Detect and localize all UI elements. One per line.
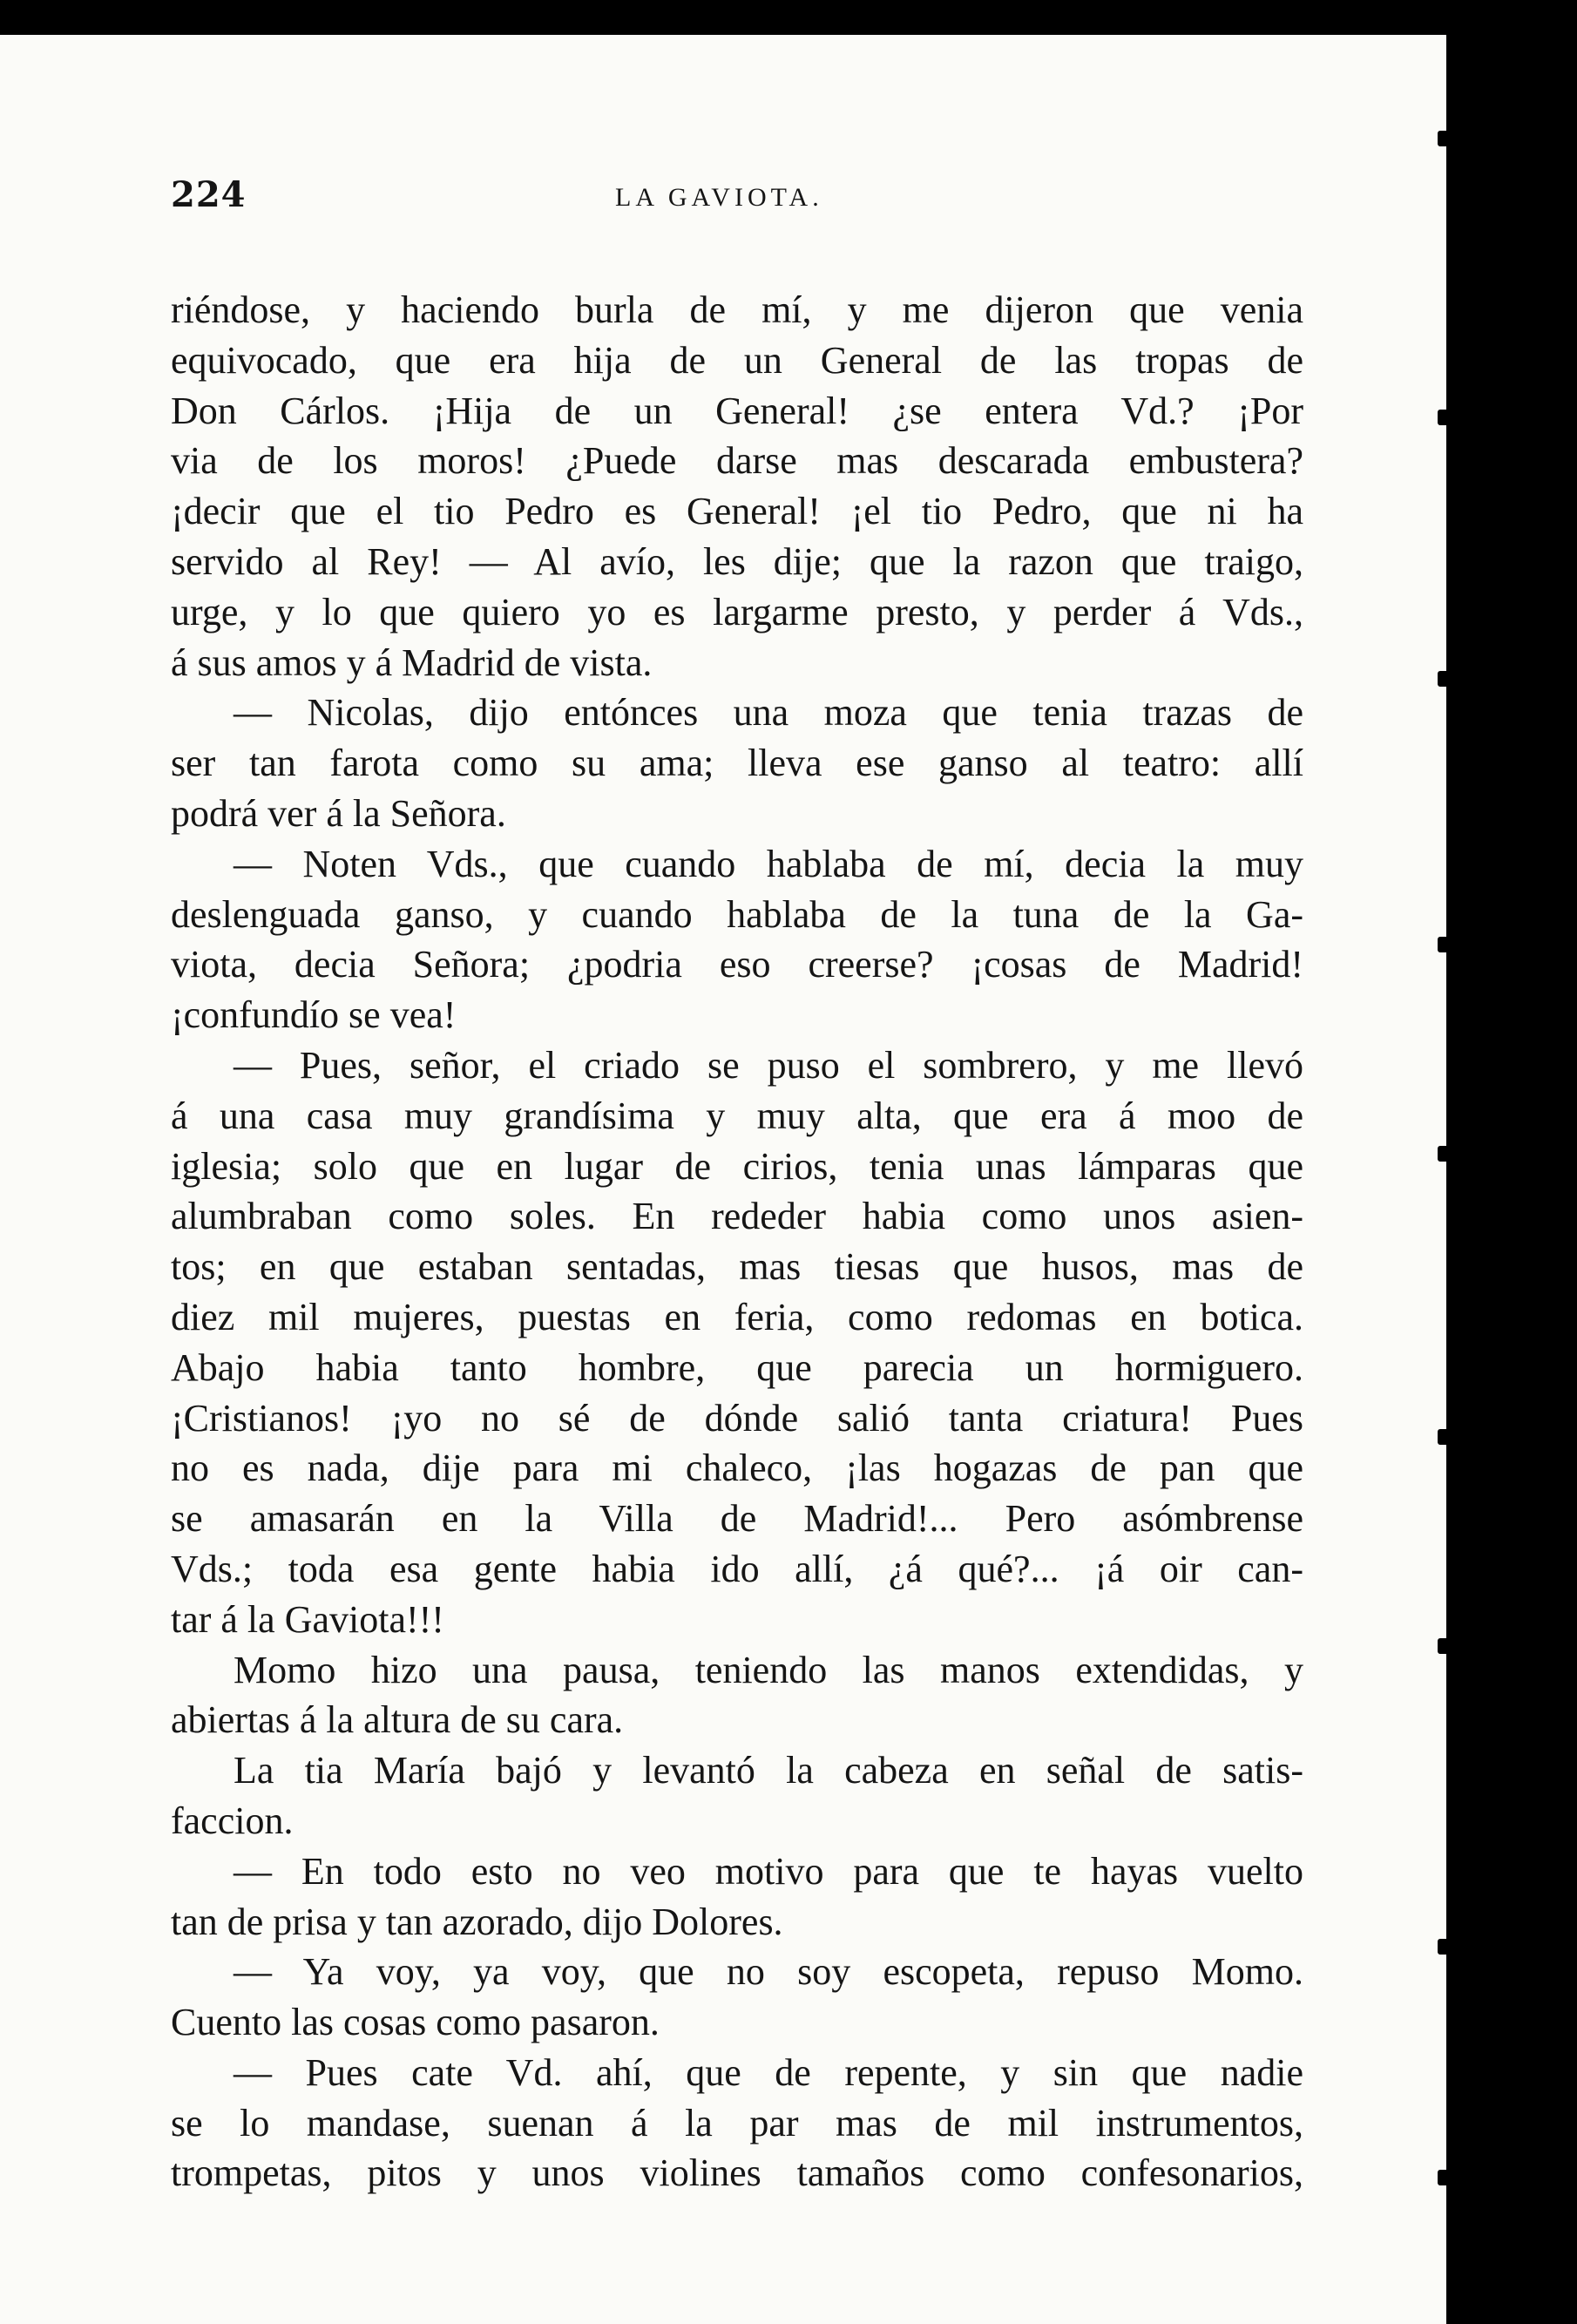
- text-line: faccion.: [171, 1799, 294, 1842]
- body-text: [171, 285, 1303, 2199]
- text-line: ¡decir que el tio Pedro es General! ¡el tio Pedro, que ni ha: [171, 490, 1303, 533]
- text-line: Vds.; toda esa gente habia ido allí, ¿á qué?... ¡á oir can-: [171, 1547, 1303, 1590]
- edge-mark: [1438, 1146, 1450, 1162]
- text-line: Cuento las cosas como pasaron.: [171, 2001, 660, 2044]
- page-number: 224: [171, 174, 247, 215]
- text-line: alumbraban como soles. En rededer habia como unos asien-: [171, 1195, 1303, 1238]
- text-line: servido al Rey! — Al avío, les dije; que la razon que traigo,: [171, 539, 1303, 583]
- text-line: Don Cárlos. ¡Hija de un General! ¿se entera Vd.? ¡Por: [171, 389, 1303, 432]
- edge-mark: [1438, 1638, 1450, 1654]
- text-line: diez mil mujeres, puestas en feria, como redomas en botica.: [171, 1295, 1303, 1338]
- text-line: podrá ver á la Señora.: [171, 791, 506, 835]
- text-line: abiertas á la altura de su cara.: [171, 1698, 624, 1742]
- text-line: — En todo esto no veo motivo para que te hayas vuelto: [234, 1849, 1303, 1893]
- scan-top-border: [0, 0, 1577, 35]
- text-line: via de los moros! ¿Puede darse mas descarada embustera?: [171, 439, 1303, 483]
- text-line: Abajo habia tanto hombre, que parecia un hormiguero.: [171, 1345, 1303, 1389]
- text-line: tan de prisa y tan azorado, dijo Dolores.: [171, 1900, 783, 1943]
- text-line: riéndose, y haciendo burla de mí, y me dijeron que venia: [171, 288, 1303, 331]
- text-line: — Pues, señor, el criado se puso el sombrero, y me llevó: [234, 1043, 1303, 1087]
- text-line: iglesia; solo que en lugar de cirios, tenia unas lámparas que: [171, 1144, 1303, 1188]
- edge-mark: [1438, 671, 1450, 687]
- scan-right-border: [1446, 0, 1577, 2324]
- text-line: urge, y lo que quiero yo es largarme presto, y perder á Vds.,: [171, 590, 1303, 634]
- book-page: [0, 35, 1446, 2324]
- text-line: no es nada, dije para mi chaleco, ¡las hogazas de pan que: [171, 1447, 1303, 1490]
- edge-mark: [1438, 131, 1450, 146]
- text-line: La tia María bajó y levantó la cabeza en señal de satis-: [234, 1749, 1303, 1792]
- edge-mark: [1438, 937, 1450, 952]
- text-line: deslenguada ganso, y cuando hablaba de la tuna de la Ga-: [171, 892, 1303, 936]
- running-head: LA GAVIOTA.: [615, 183, 823, 212]
- text-line: á sus amos y á Madrid de vista.: [171, 640, 653, 684]
- text-line: ¡Cristianos! ¡yo no sé de dónde salió tanta criatura! Pues: [171, 1396, 1303, 1440]
- text-line: tos; en que estaban sentadas, mas tiesas que husos, mas de: [171, 1245, 1303, 1289]
- edge-mark: [1438, 1429, 1450, 1445]
- text-line: — Ya voy, ya voy, que no soy escopeta, repuso Momo.: [234, 1950, 1303, 1994]
- text-line: — Pues cate Vd. ahí, que de repente, y sin que nadie: [234, 2050, 1303, 2094]
- text-line: á una casa muy grandísima y muy alta, que era á moo de: [171, 1094, 1303, 1137]
- text-line: se lo mandase, suenan á la par mas de mil instrumentos,: [171, 2101, 1303, 2144]
- text-line: — Noten Vds., que cuando hablaba de mí, decia la muy: [234, 842, 1303, 885]
- text-line: equivocado, que era hija de un General de las tropas de: [171, 338, 1303, 382]
- edge-mark: [1438, 1939, 1450, 1955]
- edge-mark: [1438, 2170, 1450, 2185]
- text-line: ser tan farota como su ama; lleva ese ganso al teatro: allí: [171, 742, 1303, 785]
- text-line: ¡confundío se vea!: [171, 993, 457, 1037]
- text-line: trompetas, pitos y unos violines tamaños como confesonarios,: [171, 2151, 1303, 2195]
- text-line: viota, decia Señora; ¿podria eso creerse? ¡cosas de Madrid!: [171, 943, 1303, 986]
- text-line: Momo hizo una pausa, teniendo las manos extendidas, y: [234, 1648, 1303, 1691]
- text-line: tar á la Gaviota!!!: [171, 1597, 444, 1641]
- edge-mark: [1438, 410, 1450, 425]
- page-header: [171, 174, 1303, 235]
- text-line: — Nicolas, dijo entónces una moza que tenia trazas de: [234, 691, 1303, 735]
- text-line: se amasarán en la Villa de Madrid!... Pero asómbrense: [171, 1497, 1303, 1541]
